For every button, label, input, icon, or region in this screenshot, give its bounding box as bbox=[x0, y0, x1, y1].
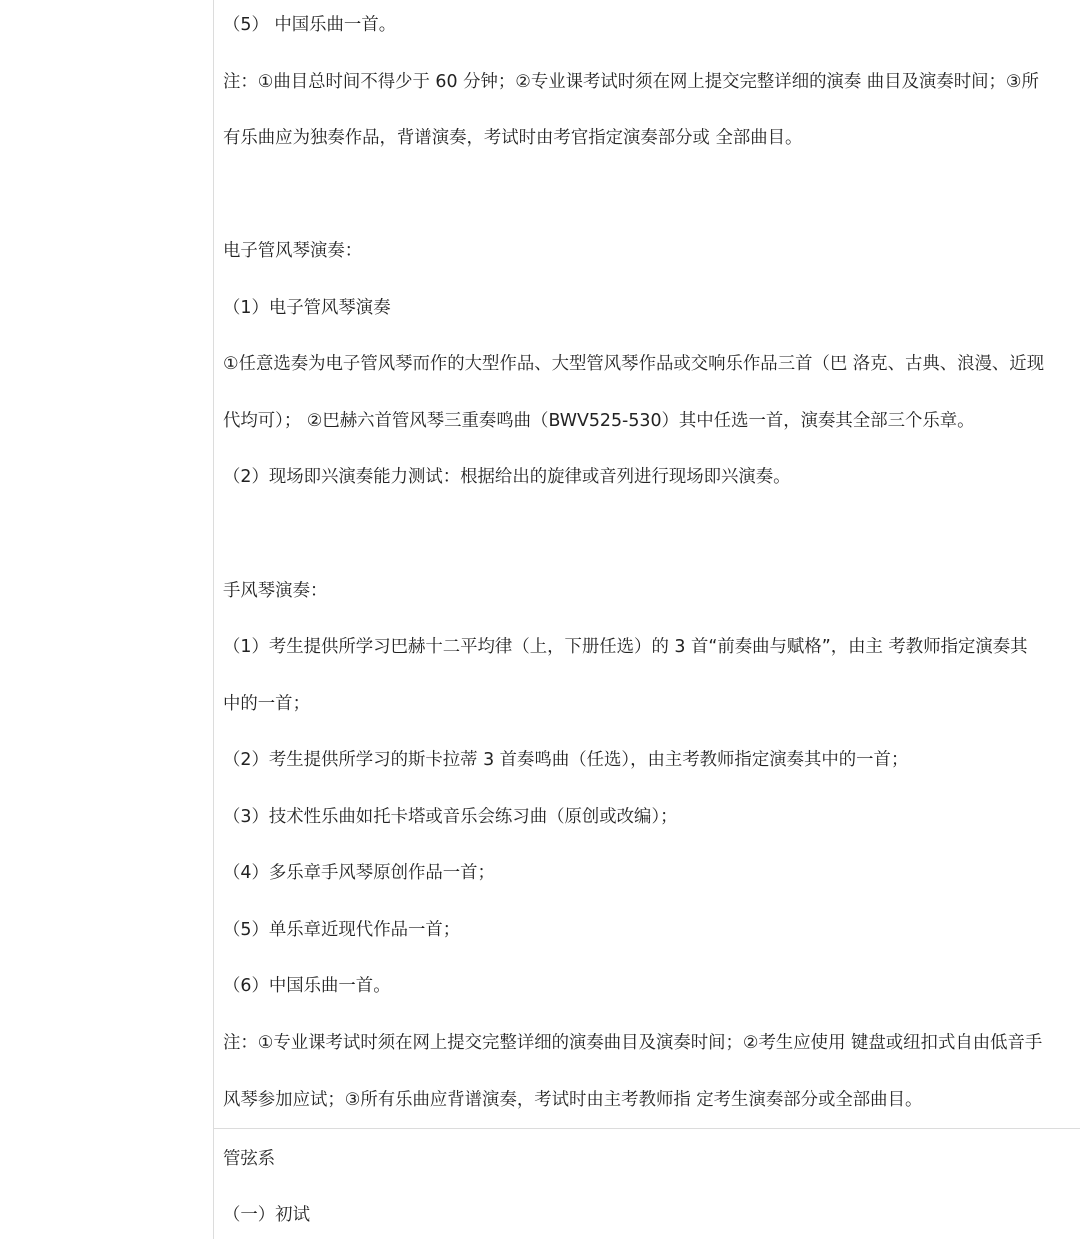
table-cell-orchestral-dept bbox=[214, 1128, 1080, 1239]
list-item: （6）中国乐曲一首。 bbox=[223, 976, 391, 996]
list-item: （1）电子管风琴演奏 bbox=[223, 298, 391, 318]
section-title: 管弦系 bbox=[223, 1149, 276, 1169]
note-line: 有乐曲应为独奏作品，背谱演奏，考试时由考官指定演奏部分或 全部曲目。 bbox=[223, 128, 803, 148]
table-cell-keyboard-requirements bbox=[214, 0, 1080, 1127]
heading-electronic-organ: 电子管风琴演奏： bbox=[223, 241, 363, 261]
list-item: （1）考生提供所学习巴赫十二平均律（上，下册任选）的 3 首“前奏曲与赋格”，由主 考教师指定演奏其 bbox=[223, 637, 1028, 657]
note-line: 注：①专业课考试时须在网上提交完整详细的演奏曲目及演奏时间；②考生应使用 键盘或纽扣式自由低音手 bbox=[223, 1033, 1043, 1053]
note-line: 注：①曲目总时间不得少于 60 分钟；②专业课考试时须在网上提交完整详细的演奏 曲目及演奏时间；③所 bbox=[223, 72, 1039, 92]
paragraph-line: ①任意选奏为电子管风琴而作的大型作品、大型管风琴作品或交响乐作品三首（巴 洛克、古典、浪漫、近现 bbox=[223, 354, 1045, 374]
list-item: （2）现场即兴演奏能力测试：根据给出的旋律或音列进行现场即兴演奏。 bbox=[223, 467, 791, 487]
table-left-column bbox=[0, 0, 214, 1239]
list-item: （2）考生提供所学习的斯卡拉蒂 3 首奏鸣曲（任选），由主考教师指定演奏其中的一首； bbox=[223, 750, 909, 770]
subsection-title: （一）初试 bbox=[223, 1205, 310, 1225]
list-item: （3）技术性乐曲如托卡塔或音乐会练习曲（原创或改编）； bbox=[223, 807, 678, 827]
list-item-continued: 中的一首； bbox=[223, 694, 310, 714]
note-line: 风琴参加应试；③所有乐曲应背谱演奏，考试时由主考教师指 定考生演奏部分或全部曲目。 bbox=[223, 1090, 923, 1110]
list-item-chinese-piece: （5） 中国乐曲一首。 bbox=[223, 15, 397, 35]
paragraph-line: 代均可）； ②巴赫六首管风琴三重奏鸣曲（BWV525-530）其中任选一首，演奏其全部三个乐章。 bbox=[223, 411, 975, 431]
list-item: （4）多乐章手风琴原创作品一首； bbox=[223, 863, 495, 883]
heading-accordion: 手风琴演奏： bbox=[223, 581, 328, 601]
list-item: （5）单乐章近现代作品一首； bbox=[223, 920, 461, 940]
